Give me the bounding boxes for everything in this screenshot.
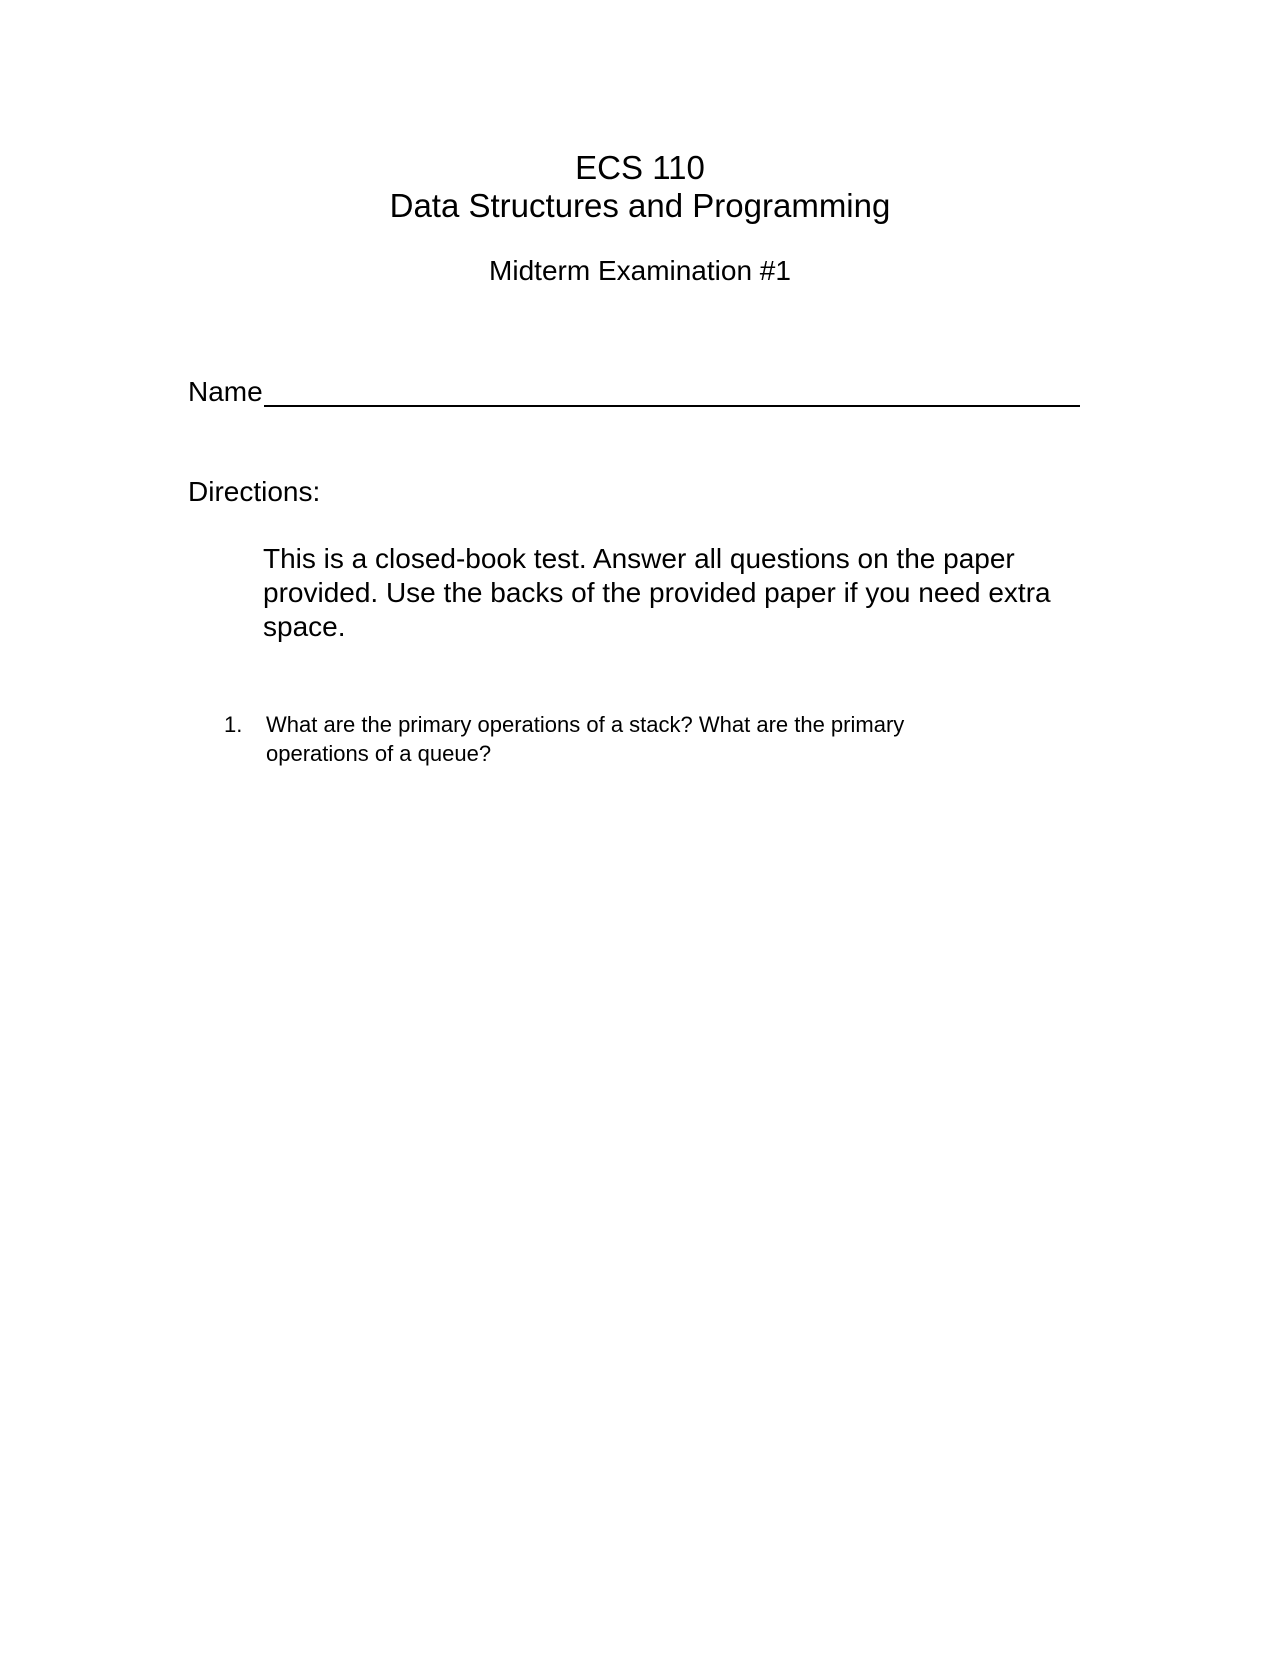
name-label: Name	[188, 376, 263, 407]
course-title: Data Structures and Programming	[389, 187, 891, 224]
directions-label: Directions:	[188, 476, 321, 507]
name-blank-line	[264, 405, 1080, 407]
directions-text: This is a closed-book test. Answer all questions on the paper provided. Use the backs of the provided paper if you need extra space.	[263, 543, 1051, 642]
name-field	[188, 378, 1080, 410]
question-text: What are the primary operations of a stack? What are the primary operations of a queue?	[266, 712, 905, 766]
exam-title: Midterm Examination #1	[489, 255, 791, 286]
course-code: ECS 110	[575, 149, 705, 186]
question-number: 1.	[224, 712, 243, 737]
